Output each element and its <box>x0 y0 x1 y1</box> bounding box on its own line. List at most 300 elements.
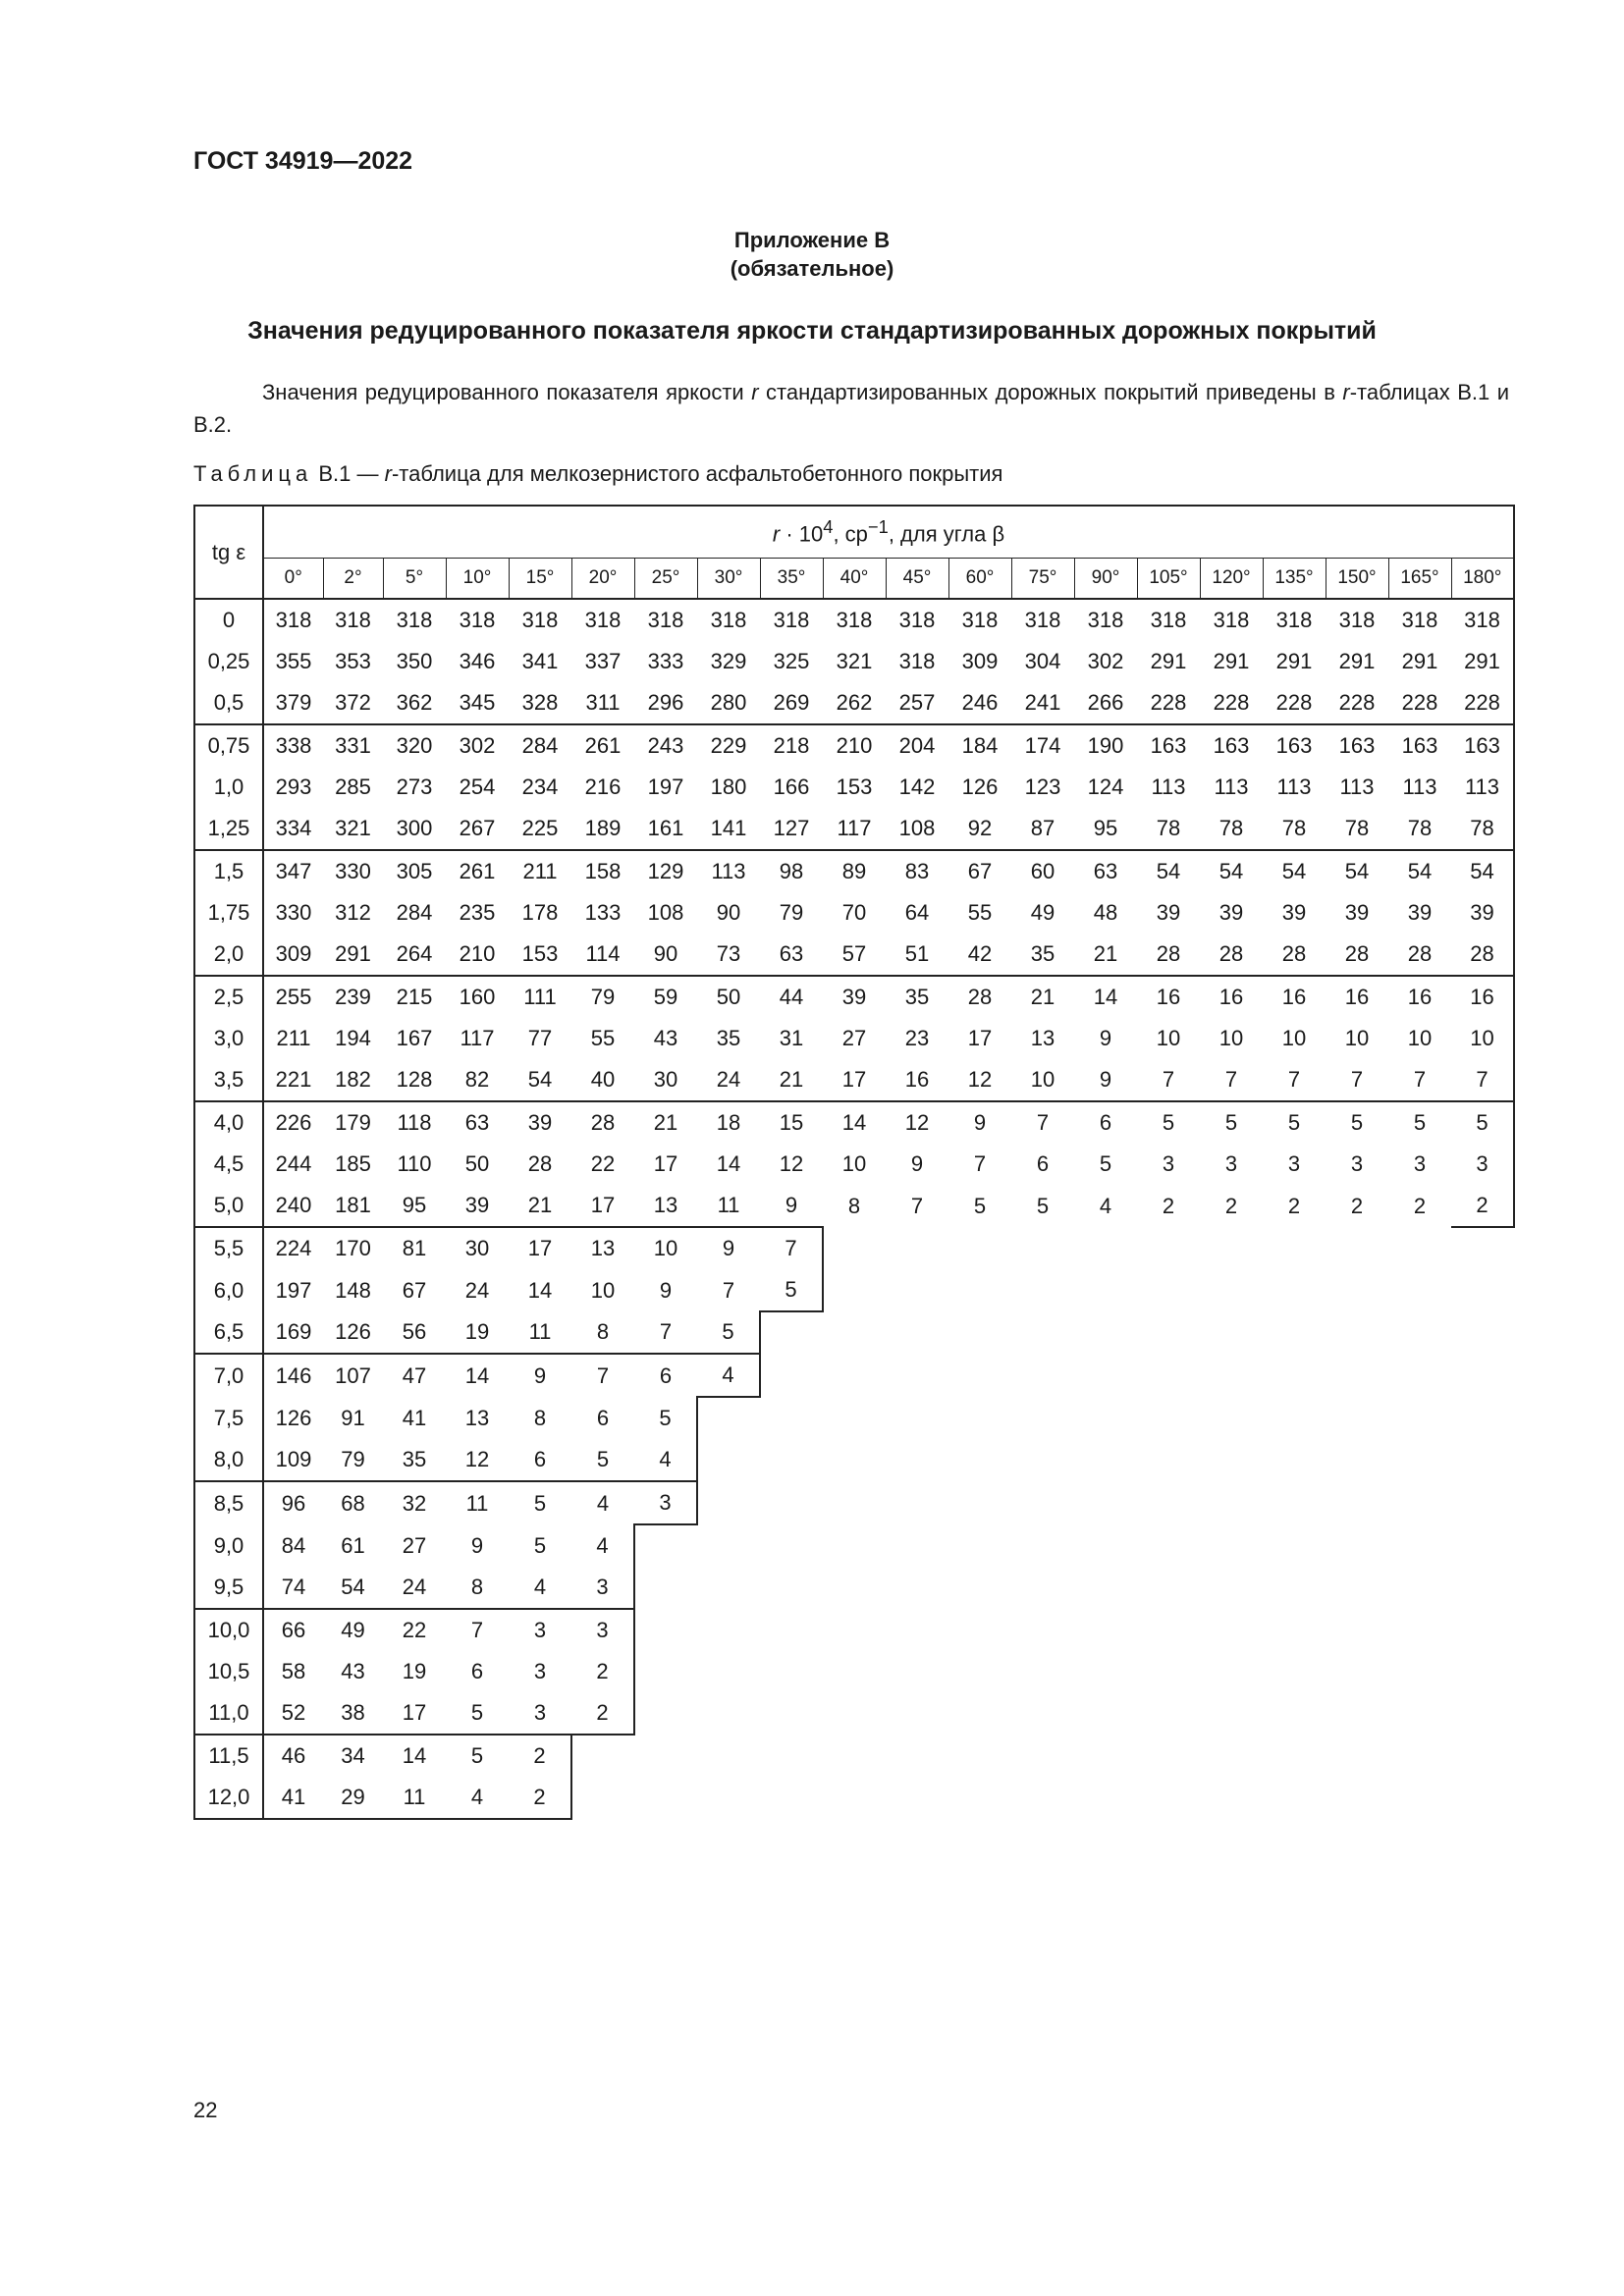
value-cell: 182 <box>335 1067 371 1092</box>
col-header-symbol: r <box>772 521 781 547</box>
value-cell: 218 <box>760 724 823 767</box>
value-cell: 14 <box>383 1735 446 1777</box>
value-cell: 10 <box>634 1227 697 1269</box>
table-row <box>194 850 1514 892</box>
value-cell: 54 <box>1388 850 1451 892</box>
value-cell: 189 <box>584 816 622 840</box>
value-cell: 9 <box>659 1277 673 1303</box>
table-row <box>194 767 1514 808</box>
value-cell: 10 <box>841 1151 867 1176</box>
table-row <box>194 892 1514 934</box>
value-cell: 40 <box>590 1067 616 1092</box>
value-cell: 128 <box>396 1067 433 1092</box>
empty-area <box>697 1397 1514 1439</box>
empty-area <box>634 1567 1514 1609</box>
value-cell: 64 <box>904 900 930 925</box>
value-cell: 29 <box>323 1777 383 1819</box>
empty-area <box>760 1354 1514 1397</box>
tg-cell: 10,5 <box>194 1651 263 1692</box>
angle-header-cell: 40° <box>823 559 886 600</box>
value-cell: 267 <box>459 816 496 840</box>
value-cell: 180 <box>710 774 747 799</box>
value-cell: 9 <box>785 1193 798 1217</box>
value-cell: 246 <box>961 690 999 715</box>
value-cell: 18 <box>697 1101 760 1144</box>
value-cell: 63 <box>1074 850 1137 892</box>
value-cell: 4 <box>697 1354 760 1397</box>
value-cell: 5 <box>1263 1101 1326 1144</box>
value-cell: 330 <box>323 850 383 892</box>
value-cell: 67 <box>402 1277 427 1303</box>
table-row <box>194 724 1514 767</box>
value-cell: 5 <box>446 1735 509 1777</box>
value-cell: 204 <box>886 724 948 767</box>
table-row <box>194 934 1514 976</box>
value-cell: 78 <box>1218 816 1244 840</box>
paragraph-symbol: r <box>751 380 759 404</box>
value-cell: 334 <box>275 816 312 840</box>
angle-header-cell: 15° <box>509 559 571 600</box>
value-cell: 54 <box>1137 850 1200 892</box>
paragraph-text-1: Значения редуцированного показателя яркости <box>262 380 752 404</box>
tg-cell: 8,5 <box>194 1481 263 1524</box>
value-cell: 68 <box>323 1481 383 1524</box>
table-row <box>194 1524 1514 1567</box>
value-cell: 148 <box>335 1277 371 1303</box>
value-cell: 7 <box>446 1609 509 1651</box>
value-cell: 255 <box>263 976 323 1018</box>
value-cell: 124 <box>1087 774 1124 799</box>
value-cell: 311 <box>585 690 621 715</box>
empty-area <box>634 1609 1514 1651</box>
value-cell: 167 <box>396 1026 433 1050</box>
value-cell: 160 <box>446 976 509 1018</box>
tg-cell: 10,0 <box>194 1609 263 1651</box>
value-cell: 228 <box>1401 690 1438 715</box>
value-cell: 261 <box>571 724 634 767</box>
value-cell: 38 <box>341 1700 365 1725</box>
value-cell: 300 <box>396 816 433 840</box>
value-cell: 163 <box>1326 724 1388 767</box>
value-cell: 341 <box>521 649 559 673</box>
value-cell: 163 <box>1451 724 1514 767</box>
value-cell: 13 <box>653 1193 678 1217</box>
value-cell: 141 <box>710 816 747 840</box>
value-cell: 5 <box>1451 1101 1514 1144</box>
value-cell: 226 <box>263 1101 323 1144</box>
value-cell: 44 <box>760 976 823 1018</box>
row-header-cell: tg ε <box>194 506 263 599</box>
value-cell: 39 <box>1156 900 1181 925</box>
value-cell: 22 <box>590 1151 616 1176</box>
value-cell: 2 <box>1162 1193 1175 1218</box>
value-cell: 113 <box>1151 774 1186 799</box>
value-cell: 84 <box>281 1532 306 1558</box>
table-row <box>194 1059 1514 1101</box>
value-cell: 16 <box>1388 976 1451 1018</box>
value-cell: 13 <box>464 1405 490 1430</box>
value-cell: 7 <box>1011 1101 1074 1144</box>
value-cell: 77 <box>527 1026 553 1050</box>
value-cell: 320 <box>383 724 446 767</box>
value-cell: 4 <box>571 1524 634 1567</box>
table-row <box>194 1269 1514 1311</box>
value-cell: 318 <box>571 599 634 641</box>
value-cell: 318 <box>1326 599 1388 641</box>
value-cell: 2 <box>1350 1193 1364 1218</box>
value-cell: 5 <box>1388 1101 1451 1144</box>
angle-header-cell: 30° <box>697 559 760 600</box>
angle-header-cell: 75° <box>1011 559 1074 600</box>
value-cell: 55 <box>967 900 993 925</box>
value-cell: 7 <box>659 1319 673 1344</box>
empty-area <box>823 1227 1514 1269</box>
value-cell: 3 <box>571 1567 634 1609</box>
value-cell: 16 <box>1263 976 1326 1018</box>
value-cell: 21 <box>1093 941 1118 966</box>
value-cell: 126 <box>275 1405 312 1430</box>
r-table <box>193 505 1515 1820</box>
value-cell: 6 <box>1074 1101 1137 1144</box>
value-cell: 113 <box>1402 774 1437 799</box>
value-cell: 56 <box>402 1319 427 1344</box>
value-cell: 293 <box>275 774 312 799</box>
value-cell: 235 <box>459 900 496 925</box>
value-cell: 14 <box>446 1354 509 1397</box>
value-cell: 337 <box>584 649 622 673</box>
value-cell: 318 <box>948 599 1011 641</box>
value-cell: 7 <box>1413 1067 1427 1092</box>
value-cell: 90 <box>653 941 678 966</box>
value-cell: 133 <box>584 900 622 925</box>
value-cell: 49 <box>1030 900 1056 925</box>
value-cell: 67 <box>948 850 1011 892</box>
value-cell: 291 <box>1338 649 1376 673</box>
value-cell: 318 <box>823 599 886 641</box>
tg-cell: 0 <box>194 599 263 641</box>
tg-cell: 0,25 <box>194 641 263 682</box>
value-cell: 35 <box>402 1447 427 1471</box>
value-cell: 318 <box>898 649 936 673</box>
value-cell: 24 <box>464 1277 490 1303</box>
value-cell: 113 <box>1276 774 1312 799</box>
value-cell: 318 <box>697 599 760 641</box>
value-cell: 163 <box>1200 724 1263 767</box>
caption-number: В.1 — <box>312 461 385 486</box>
value-cell: 15 <box>760 1101 823 1144</box>
tg-cell: 3,5 <box>194 1059 263 1101</box>
value-cell: 2 <box>1413 1193 1427 1218</box>
page-number: 22 <box>193 2098 218 2122</box>
value-cell: 318 <box>446 599 509 641</box>
value-cell: 266 <box>1087 690 1124 715</box>
angle-header-cell: 90° <box>1074 559 1137 600</box>
angle-header-cell: 10° <box>446 559 509 600</box>
tg-cell: 6,5 <box>194 1311 263 1354</box>
value-cell: 78 <box>1407 816 1433 840</box>
value-cell: 9 <box>509 1354 571 1397</box>
value-cell: 3 <box>1224 1151 1238 1176</box>
value-cell: 14 <box>823 1101 886 1144</box>
value-cell: 273 <box>396 774 433 799</box>
value-cell: 118 <box>383 1101 446 1144</box>
table-row <box>194 1609 1514 1651</box>
value-cell: 185 <box>335 1151 371 1176</box>
empty-area <box>571 1777 1514 1819</box>
value-cell: 23 <box>904 1026 930 1050</box>
tg-cell: 2,5 <box>194 976 263 1018</box>
value-cell: 61 <box>341 1532 365 1558</box>
value-cell: 331 <box>323 724 383 767</box>
col-header-unit-exp: −1 <box>867 516 889 538</box>
value-cell: 302 <box>446 724 509 767</box>
table-row <box>194 1227 1514 1269</box>
value-cell: 59 <box>634 976 697 1018</box>
value-cell: 17 <box>841 1067 867 1092</box>
value-cell: 362 <box>396 690 433 715</box>
value-cell: 60 <box>1011 850 1074 892</box>
value-cell: 52 <box>281 1700 306 1725</box>
value-cell: 28 <box>1451 934 1514 976</box>
value-cell: 318 <box>509 599 571 641</box>
value-cell: 184 <box>948 724 1011 767</box>
value-cell: 9 <box>470 1532 484 1558</box>
empty-area <box>571 1735 1514 1777</box>
angle-header-cell: 150° <box>1326 559 1388 600</box>
value-cell: 285 <box>335 774 371 799</box>
angle-header-cell: 105° <box>1137 559 1200 600</box>
value-cell: 8 <box>470 1575 484 1599</box>
value-cell: 346 <box>459 649 496 673</box>
value-cell: 55 <box>590 1026 616 1050</box>
value-cell: 7 <box>571 1354 634 1397</box>
standard-designation: ГОСТ 34919—2022 <box>193 147 413 175</box>
value-cell: 7 <box>1162 1067 1175 1092</box>
value-cell: 291 <box>1150 649 1187 673</box>
value-cell: 32 <box>383 1481 446 1524</box>
empty-area <box>823 1269 1514 1311</box>
value-cell: 5 <box>1137 1101 1200 1144</box>
value-cell: 123 <box>1024 774 1061 799</box>
tg-cell: 2,0 <box>194 934 263 976</box>
angle-header-cell: 35° <box>760 559 823 600</box>
angle-header-cell: 60° <box>948 559 1011 600</box>
value-cell: 35 <box>716 1026 741 1050</box>
value-cell: 9 <box>1099 1067 1112 1092</box>
empty-area <box>634 1651 1514 1692</box>
value-cell: 63 <box>446 1101 509 1144</box>
value-cell: 50 <box>464 1151 490 1176</box>
value-cell: 39 <box>823 976 886 1018</box>
value-cell: 291 <box>1275 649 1313 673</box>
table-row <box>194 1144 1514 1185</box>
value-cell: 318 <box>760 599 823 641</box>
value-cell: 379 <box>275 690 312 715</box>
value-cell: 17 <box>967 1026 993 1050</box>
value-cell: 224 <box>263 1227 323 1269</box>
value-cell: 78 <box>1281 816 1307 840</box>
value-cell: 24 <box>402 1575 427 1599</box>
value-cell: 153 <box>836 774 873 799</box>
section-heading: Значения редуцированного показателя яркости стандартизированных дорожных покрытий <box>247 317 1377 345</box>
tg-cell: 1,5 <box>194 850 263 892</box>
tg-cell: 11,5 <box>194 1735 263 1777</box>
value-cell: 284 <box>396 900 433 925</box>
table-row <box>194 1692 1514 1735</box>
value-cell: 51 <box>904 941 930 966</box>
tg-cell: 12,0 <box>194 1777 263 1819</box>
value-cell: 54 <box>1200 850 1263 892</box>
value-cell: 6 <box>634 1354 697 1397</box>
value-cell: 24 <box>716 1067 741 1092</box>
value-cell: 4 <box>634 1439 697 1481</box>
table-row <box>194 641 1514 682</box>
tg-cell: 11,0 <box>194 1692 263 1735</box>
value-cell: 3 <box>533 1700 547 1725</box>
value-cell: 7 <box>973 1151 987 1176</box>
value-cell: 39 <box>509 1101 571 1144</box>
angle-header-cell: 120° <box>1200 559 1263 600</box>
value-cell: 6 <box>533 1447 547 1471</box>
value-cell: 309 <box>275 941 312 966</box>
value-cell: 225 <box>521 816 559 840</box>
value-cell: 302 <box>1087 649 1124 673</box>
value-cell: 39 <box>1218 900 1244 925</box>
value-cell: 8 <box>596 1319 610 1344</box>
column-header-cell <box>263 506 1514 559</box>
value-cell: 14 <box>1074 976 1137 1018</box>
value-cell: 269 <box>773 690 810 715</box>
value-cell: 110 <box>397 1151 432 1176</box>
value-cell: 42 <box>967 941 993 966</box>
value-cell: 5 <box>1326 1101 1388 1144</box>
appendix-status: (обязательное) <box>730 256 894 281</box>
table-row <box>194 682 1514 724</box>
value-cell: 39 <box>464 1193 490 1217</box>
value-cell: 46 <box>263 1735 323 1777</box>
value-cell: 338 <box>263 724 323 767</box>
tg-cell: 8,0 <box>194 1439 263 1481</box>
value-cell: 27 <box>402 1532 427 1558</box>
value-cell: 111 <box>509 976 571 1018</box>
value-cell: 146 <box>263 1354 323 1397</box>
value-cell: 92 <box>967 816 993 840</box>
value-cell: 21 <box>1011 976 1074 1018</box>
value-cell: 355 <box>275 649 312 673</box>
value-cell: 90 <box>716 900 741 925</box>
value-cell: 41 <box>263 1777 323 1819</box>
value-cell: 22 <box>383 1609 446 1651</box>
value-cell: 78 <box>1451 808 1514 850</box>
value-cell: 126 <box>335 1319 371 1344</box>
intro-paragraph <box>193 376 1509 441</box>
value-cell: 312 <box>335 900 371 925</box>
value-cell: 28 <box>1218 941 1244 966</box>
value-cell: 113 <box>1451 767 1514 808</box>
col-header-exp: 4 <box>823 516 834 538</box>
value-cell: 10 <box>1218 1026 1244 1050</box>
value-cell: 17 <box>509 1227 571 1269</box>
value-cell: 21 <box>527 1193 553 1217</box>
value-cell: 50 <box>697 976 760 1018</box>
value-cell: 3 <box>1287 1151 1301 1176</box>
caption-text: -таблица для мелкозернистого асфальтобетонного покрытия <box>391 461 1003 486</box>
value-cell: 2 <box>1451 1185 1514 1227</box>
value-cell: 9 <box>697 1227 760 1269</box>
value-cell: 70 <box>841 900 867 925</box>
value-cell: 43 <box>341 1659 365 1683</box>
value-cell: 39 <box>1451 892 1514 934</box>
tg-cell: 9,5 <box>194 1567 263 1609</box>
value-cell: 28 <box>1281 941 1307 966</box>
value-cell: 31 <box>779 1026 804 1050</box>
value-cell: 12 <box>464 1447 490 1471</box>
tg-cell: 4,0 <box>194 1101 263 1144</box>
value-cell: 241 <box>1024 690 1061 715</box>
value-cell: 296 <box>647 690 684 715</box>
value-cell: 291 <box>1401 649 1438 673</box>
appendix-title: Приложение В <box>733 228 891 252</box>
value-cell: 3 <box>1451 1144 1514 1185</box>
value-cell: 113 <box>697 850 760 892</box>
value-cell: 181 <box>335 1193 371 1217</box>
angle-header-cell: 165° <box>1388 559 1451 600</box>
table-row <box>194 1397 1514 1439</box>
value-cell: 89 <box>823 850 886 892</box>
value-cell: 3 <box>509 1609 571 1651</box>
value-cell: 254 <box>459 774 496 799</box>
tg-cell: 5,5 <box>194 1227 263 1269</box>
value-cell: 345 <box>459 690 496 715</box>
value-cell: 197 <box>647 774 684 799</box>
value-cell: 169 <box>275 1319 312 1344</box>
value-cell: 39 <box>1344 900 1370 925</box>
value-cell: 240 <box>275 1193 312 1217</box>
value-cell: 30 <box>446 1227 509 1269</box>
value-cell: 27 <box>841 1026 867 1050</box>
paragraph-text-3: -таблицах В.1 и В.2. <box>193 380 1510 437</box>
value-cell: 2 <box>509 1777 571 1819</box>
tg-cell: 0,75 <box>194 724 263 767</box>
value-cell: 330 <box>275 900 312 925</box>
empty-area <box>697 1439 1514 1481</box>
value-cell: 163 <box>1137 724 1200 767</box>
table-row <box>194 1354 1514 1397</box>
value-cell: 2 <box>571 1692 634 1735</box>
value-cell: 239 <box>323 976 383 1018</box>
value-cell: 5 <box>533 1532 547 1558</box>
value-cell: 318 <box>383 599 446 641</box>
value-cell: 17 <box>653 1151 678 1176</box>
value-cell: 243 <box>634 724 697 767</box>
value-cell: 78 <box>1156 816 1181 840</box>
value-cell: 79 <box>571 976 634 1018</box>
value-cell: 47 <box>383 1354 446 1397</box>
table-row <box>194 1567 1514 1609</box>
value-cell: 161 <box>647 816 684 840</box>
value-cell: 228 <box>1451 682 1514 724</box>
paragraph-text-2: стандартизированных дорожных покрытий приведены в <box>758 380 1343 404</box>
value-cell: 21 <box>779 1067 804 1092</box>
value-cell: 28 <box>1407 941 1433 966</box>
tg-cell: 1,25 <box>194 808 263 850</box>
value-cell: 318 <box>1263 599 1326 641</box>
value-cell: 12 <box>967 1067 993 1092</box>
value-cell: 9 <box>1099 1026 1112 1050</box>
value-cell: 28 <box>1344 941 1370 966</box>
value-cell: 3 <box>1413 1151 1427 1176</box>
table-row <box>194 1481 1514 1524</box>
